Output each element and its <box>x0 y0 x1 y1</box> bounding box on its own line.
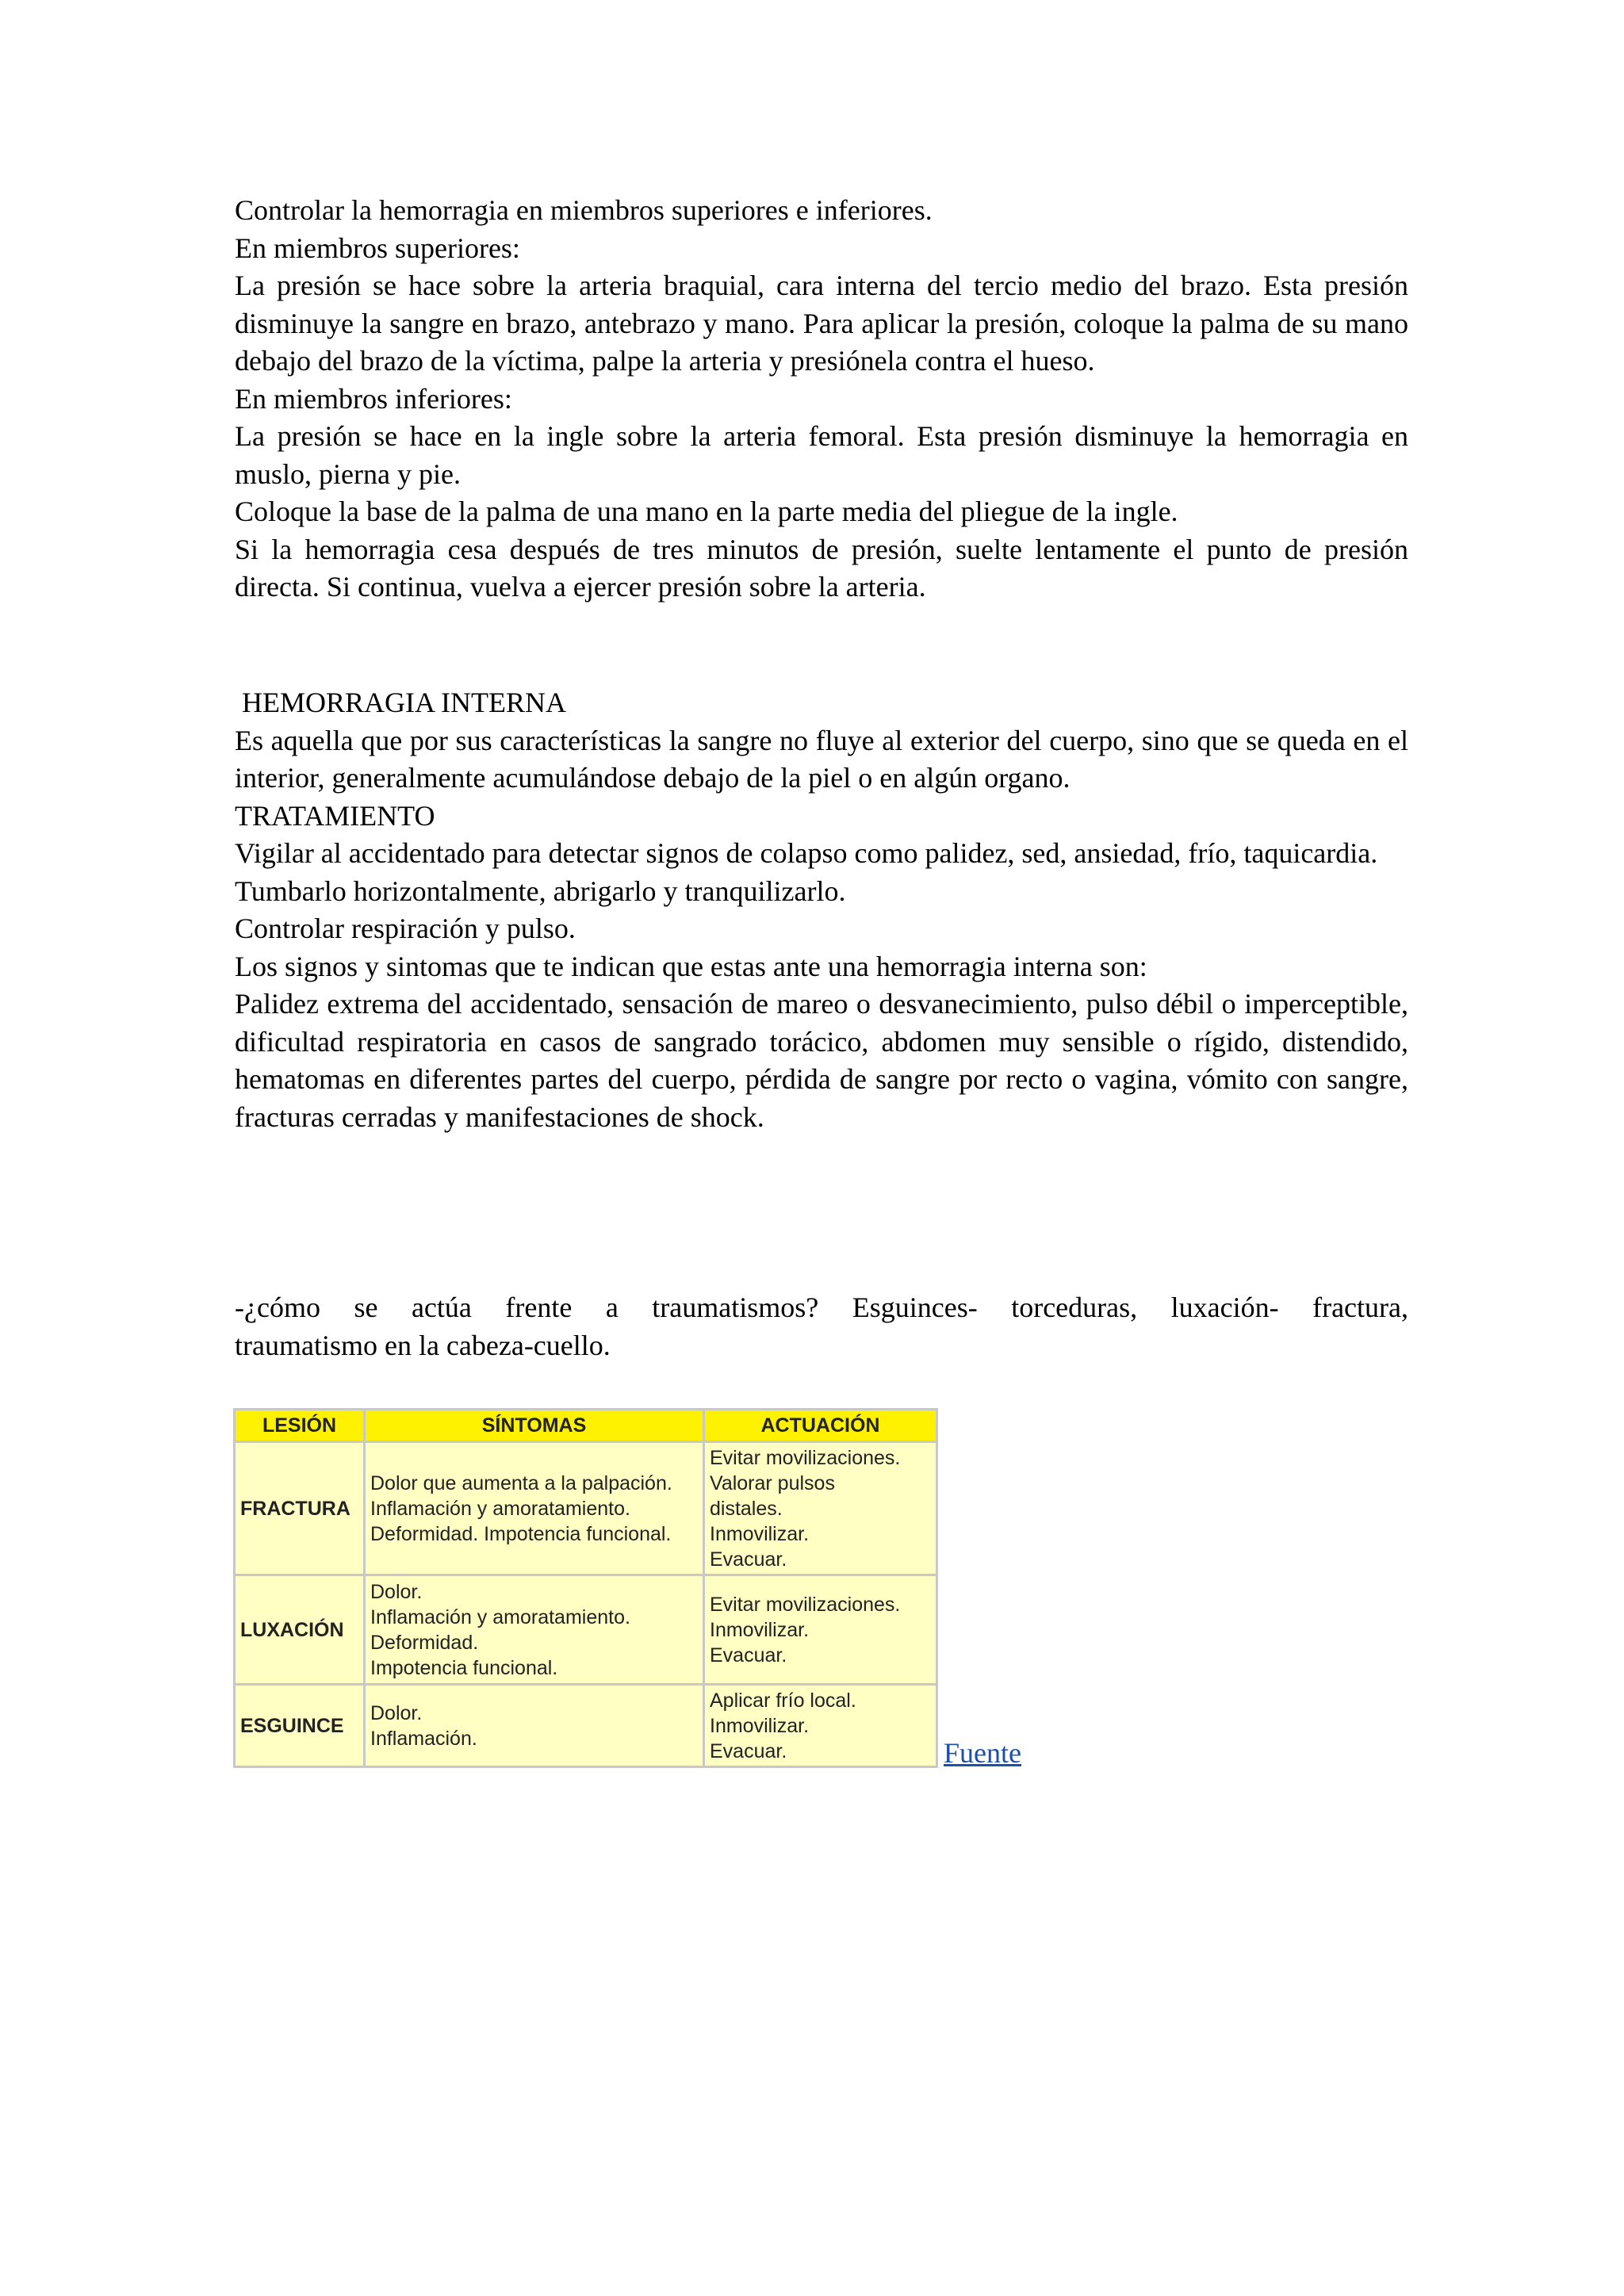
subheading-upper-limbs: En miembros superiores: <box>235 232 520 264</box>
cell-line: Impotencia funcional. <box>370 1656 558 1679</box>
cell-line: Evacuar. <box>710 1548 787 1571</box>
cell-line: Inmovilizar. <box>710 1618 810 1641</box>
table-row <box>235 1442 937 1575</box>
action-cell <box>704 1575 937 1685</box>
cell-line: Inflamación y amoratamiento. <box>370 1605 630 1628</box>
internal-hemorrhage-section <box>235 684 1408 1136</box>
paragraph: Vigilar al accidentado para detectar signos de colapso como palidez, sed, ansiedad, frío, taquicardia. <box>235 837 1378 869</box>
cell-line: Deformidad. <box>370 1631 479 1654</box>
table-header-row <box>235 1410 937 1442</box>
action-cell <box>704 1685 937 1767</box>
cell-line: Dolor. <box>370 1580 423 1603</box>
cell-line: Evacuar. <box>710 1739 787 1762</box>
cell-line: Evitar movilizaciones. <box>710 1593 901 1616</box>
paragraph: La presión se hace sobre la arteria braquial, cara interna del tercio medio del brazo. Esta presión disminuye la sangre en brazo, antebrazo y mano. Para aplicar la presión, coloque la palma de su mano debajo del brazo de la víctima, palpe la arteria y presiónela contra el hueso. <box>235 270 1408 377</box>
cell-line: Dolor que aumenta a la palpación. <box>370 1471 672 1494</box>
paragraph: Si la hemorragia cesa después de tres minutos de presión, suelte lentamente el punto de presión directa. Si continua, vuelva a ejercer presión sobre la arteria. <box>235 533 1408 603</box>
column-header: SÍNTOMAS <box>365 1410 704 1442</box>
column-header: ACTUACIÓN <box>704 1410 937 1442</box>
source-link[interactable]: Fuente <box>944 1737 1021 1769</box>
cell-line: Inmovilizar. <box>710 1714 810 1737</box>
lesion-cell: ESGUINCE <box>235 1685 365 1767</box>
lesion-cell: LUXACIÓN <box>235 1575 365 1685</box>
lesion-cell: FRACTURA <box>235 1442 365 1575</box>
cell-line: Valorar pulsos <box>710 1471 835 1494</box>
paragraph: Coloque la base de la palma de una mano en la parte media del pliegue de la ingle. <box>235 496 1178 527</box>
paragraph: Controlar respiración y pulso. <box>235 913 576 944</box>
action-cell <box>704 1442 937 1575</box>
cell-line: distales. <box>710 1497 783 1520</box>
cell-line: Deformidad. Impotencia funcional. <box>370 1522 672 1545</box>
section-heading: HEMORRAGIA INTERNA <box>235 687 566 718</box>
paragraph: Los signos y sintomas que te indican que estas ante una hemorragia interna son: <box>235 950 1147 982</box>
cell-line: Inflamación. <box>370 1727 477 1750</box>
cell-line: Aplicar frío local. <box>710 1689 856 1712</box>
cell-line: Inmovilizar. <box>710 1522 810 1545</box>
subheading-lower-limbs: En miembros inferiores: <box>235 382 512 415</box>
column-header: LESIÓN <box>235 1410 365 1442</box>
section-heading: TRATAMIENTO <box>235 799 435 832</box>
symptoms-cell <box>365 1575 704 1685</box>
cell-line: Inflamación y amoratamiento. <box>370 1497 630 1520</box>
paragraph: -¿cómo se actúa frente a traumatismos? Esguinces- torceduras, luxación- fractura, <box>235 1292 1408 1323</box>
paragraph: Es aquella que por sus características la sangre no fluye al exterior del cuerpo, sino que se queda en el interior, generalmente acumulándose debajo de la piel o en algún organo. <box>235 724 1408 794</box>
symptoms-cell <box>365 1442 704 1575</box>
cell-line: Evitar movilizaciones. <box>710 1446 901 1469</box>
table-row <box>235 1685 937 1767</box>
traumatism-question <box>235 1289 1408 1364</box>
paragraph: traumatismo en la cabeza-cuello. <box>235 1329 611 1361</box>
lesion-table <box>233 1408 938 1768</box>
paragraph: Controlar la hemorragia en miembros superiores e inferiores. <box>235 194 933 226</box>
table-row <box>235 1575 937 1685</box>
paragraph: La presión se hace en la ingle sobre la arteria femoral. Esta presión disminuye la hemorragia en muslo, pierna y pie. <box>235 420 1408 490</box>
cell-line: Dolor. <box>370 1701 423 1724</box>
paragraph: Palidez extrema del accidentado, sensación de mareo o desvanecimiento, pulso débil o imperceptible, dificultad respiratoria en casos de sangrado torácico, abdomen muy sensible o rígido, distendido, hematomas en diferentes partes del cuerpo, pérdida de sangre por recto o vagina, vómito con sangre, fracturas cerradas y manifestaciones de shock. <box>235 988 1408 1133</box>
symptoms-cell <box>365 1685 704 1767</box>
cell-line: Evacuar. <box>710 1644 787 1667</box>
hemorrhage-control-section <box>235 192 1408 607</box>
paragraph: Tumbarlo horizontalmente, abrigarlo y tranquilizarlo. <box>235 874 846 907</box>
lesion-table-image <box>233 1408 936 1768</box>
